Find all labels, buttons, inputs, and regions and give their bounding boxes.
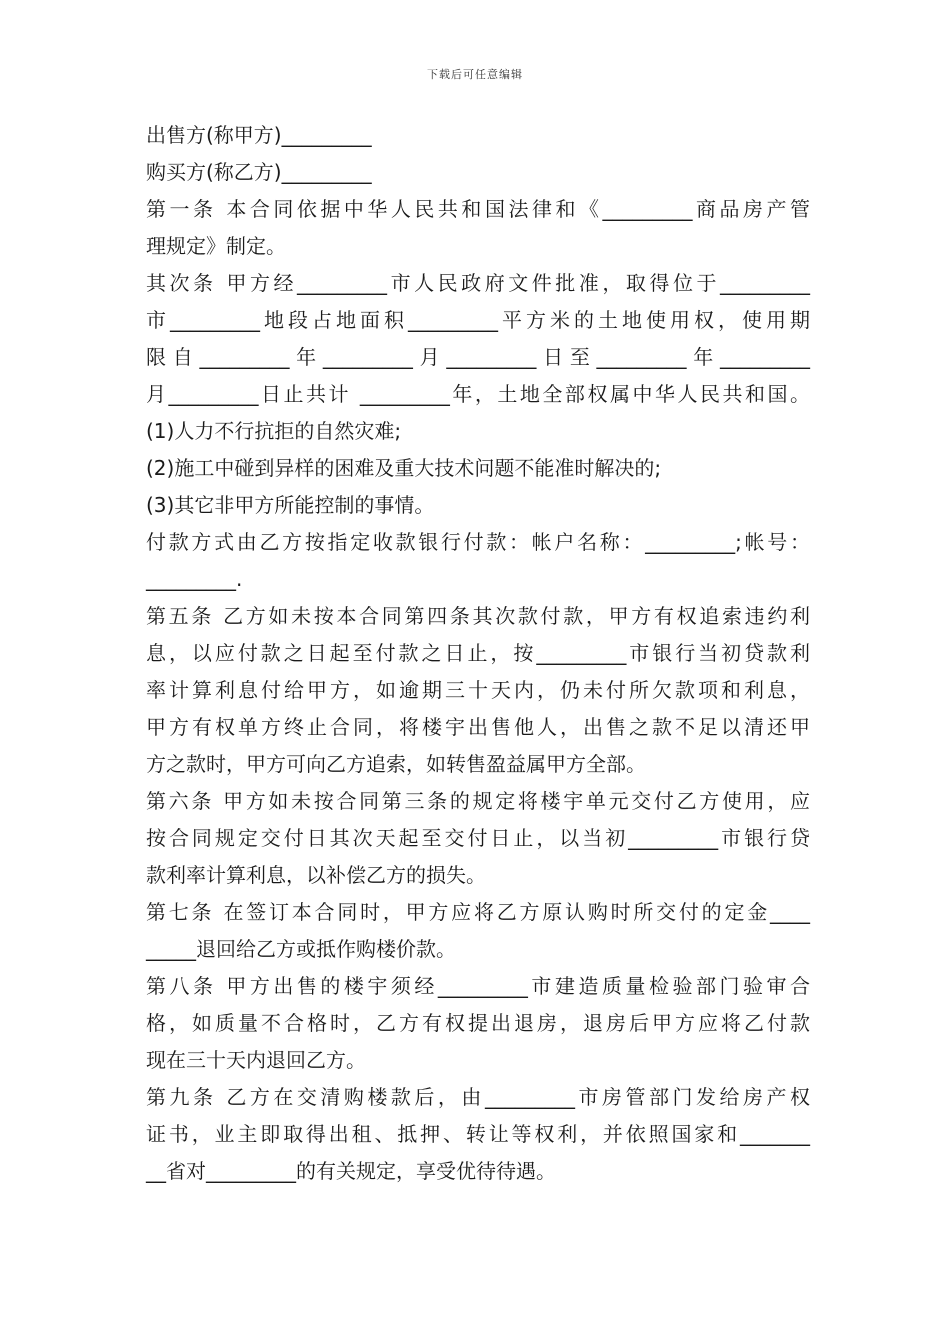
contract-line: 第一条 本合同依据中华人民共和国法律和《_________商品房产管	[146, 197, 810, 221]
contract-line: 按合同规定交付日其次天起至交付日止，以当初_________市银行贷	[146, 826, 810, 850]
contract-line: 第五条 乙方如未按本合同第四条其次款付款，甲方有权追索违约利	[146, 604, 810, 628]
contract-line: 款利率计算利息，以补偿乙方的损失。	[146, 863, 486, 887]
contract-line: 息，以应付款之日起至付款之日止，按_________市银行当初贷款利	[146, 641, 810, 665]
contract-line: 格，如质量不合格时，乙方有权提出退房，退房后甲方应将乙付款	[146, 1011, 810, 1035]
contract-line: 第九条 乙方在交清购楼款后，由_________市房管部门发给房产权	[146, 1085, 810, 1109]
contract-line: _________.	[146, 567, 243, 591]
contract-line: 现在三十天内退回乙方。	[146, 1048, 366, 1072]
contract-line: 第七条 在签订本合同时，甲方应将乙方原认购时所交付的定金____	[146, 900, 810, 924]
contract-line: __省对_________的有关规定，享受优待待遇。	[146, 1159, 556, 1183]
page-header-note: 下载后可任意编辑	[427, 68, 523, 81]
contract-line: 第八条 甲方出售的楼宇须经_________市建造质量检验部门验审合	[146, 974, 810, 998]
contract-line: 购买方(称乙方)_________	[146, 160, 372, 184]
contract-line: 市_________地段占地面积_________平方米的土地使用权，使用期	[146, 308, 810, 332]
contract-line: (1)人力不行抗拒的自然灾难;	[146, 419, 402, 443]
contract-line: 第六条 甲方如未按合同第三条的规定将楼宇单元交付乙方使用，应	[146, 789, 810, 813]
contract-line: 甲方有权单方终止合同，将楼宇出售他人，出售之款不足以清还甲	[146, 715, 810, 739]
contract-line: 率计算利息付给甲方，如逾期三十天内，仍未付所欠款项和利息，	[146, 678, 810, 702]
contract-line: 证书，业主即取得出租、抵押、转让等权利，并依照国家和_______	[146, 1122, 810, 1146]
contract-line: 月_________日止共计 _________年，土地全部权属中华人民共和国。	[146, 382, 810, 406]
contract-line: _____退回给乙方或抵作购楼价款。	[146, 937, 456, 961]
contract-line: 限自_________年_________月_________日至_________年_________	[146, 345, 810, 369]
contract-body	[146, 117, 810, 1190]
contract-line: 其次条 甲方经_________市人民政府文件批准，取得位于_________	[146, 271, 810, 295]
contract-line: 方之款时，甲方可向乙方追索，如转售盈益属甲方全部。	[146, 752, 646, 776]
contract-line: 出售方(称甲方)_________	[146, 123, 372, 147]
contract-line: (2)施工中碰到异样的困难及重大技术问题不能准时解决的;	[146, 456, 662, 480]
contract-line: 付款方式由乙方按指定收款银行付款：帐户名称：_________;帐号：	[146, 530, 810, 554]
contract-line: 理规定》制定。	[146, 234, 286, 258]
contract-line: (3)其它非甲方所能控制的事情。	[146, 493, 435, 517]
